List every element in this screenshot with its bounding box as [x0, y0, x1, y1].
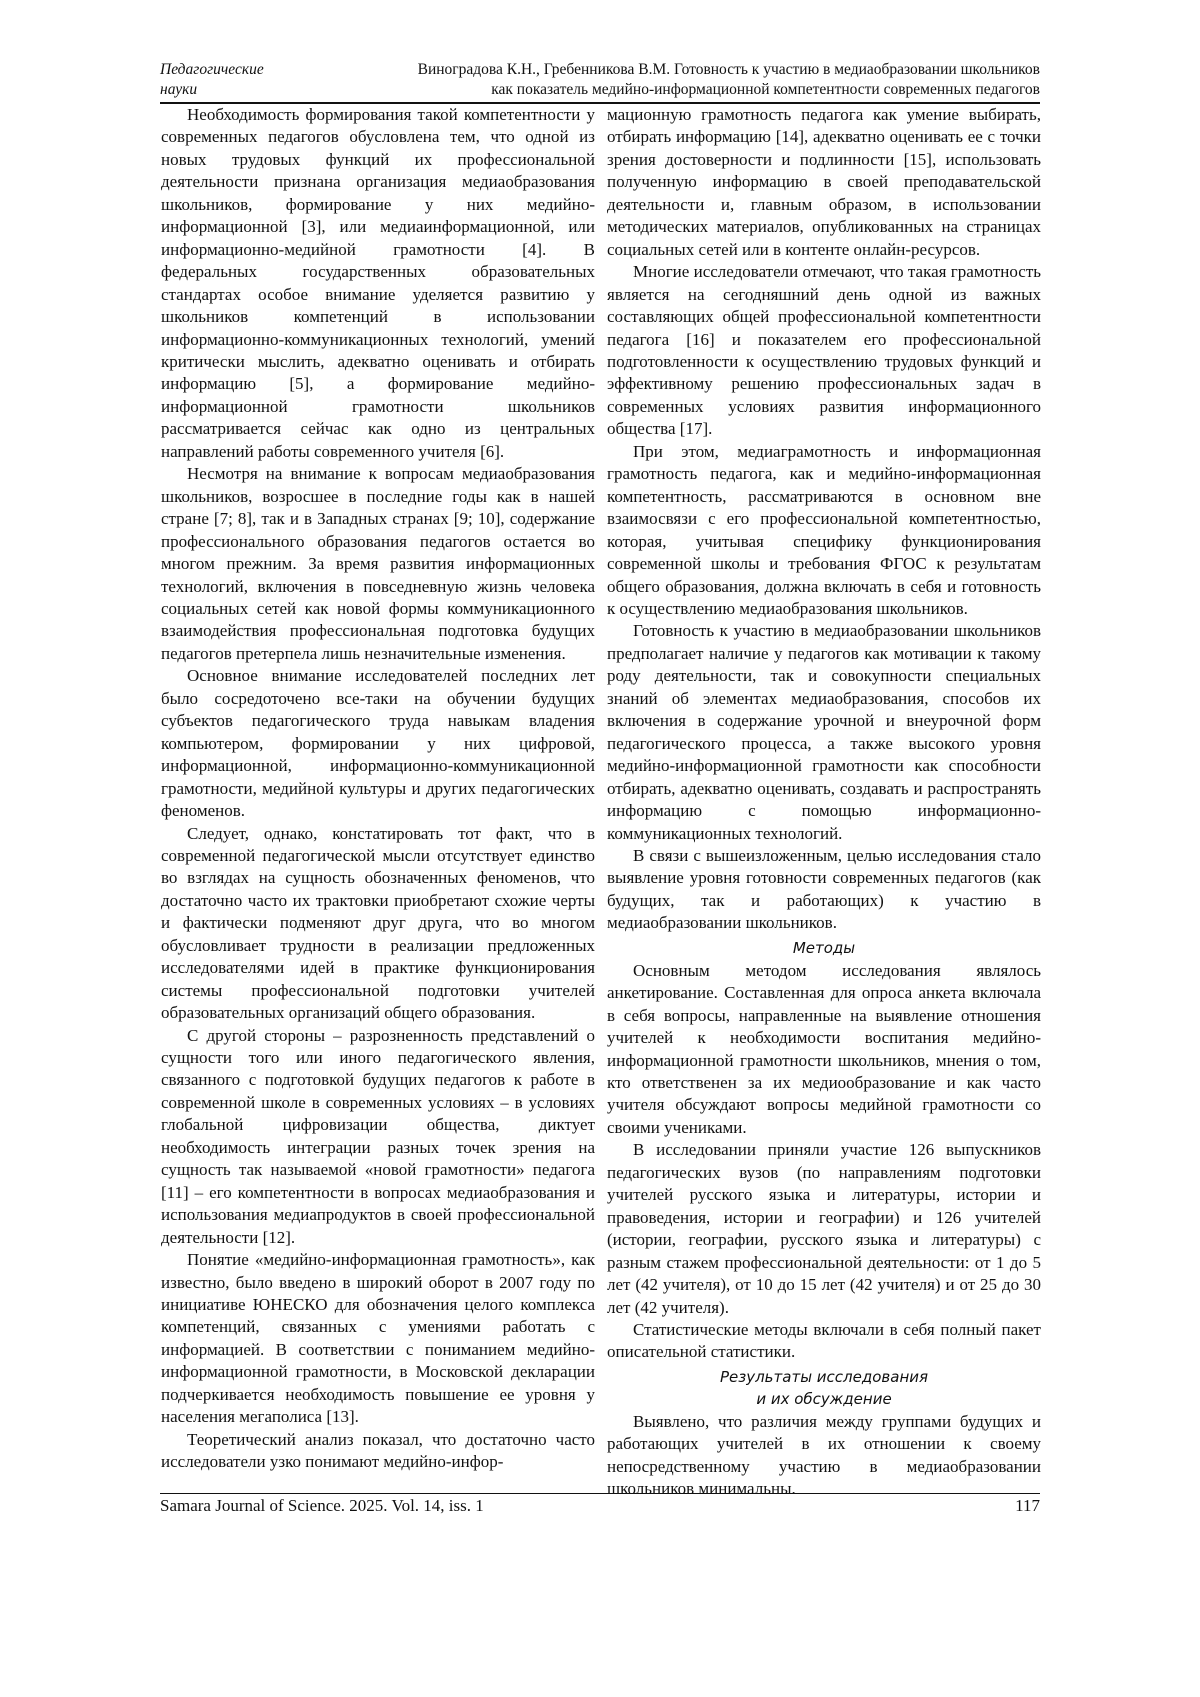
title-line: как показатель медийно-информационной компетентности современных педагогов: [491, 81, 1040, 98]
paragraph: При этом, медиаграмотность и информационная грамотность педагога, как и медийно-информационная компетентность, рассматриваются в основном вне взаимосвязи с его профессиональной компетентностью, которая, учитывая специфику функционирования современной школы и требования ФГОС к результатам общего образования, должна включать в себя и готовность к осуществлению медиаобразования школьников.: [607, 441, 1041, 618]
paragraph: С другой стороны – разрозненность представлений о сущности того или иного педагогического явления, связанного с подготовкой будущих педагогов к работе в современной школе в современных условиях – в условиях глобальной цифровизации общества, диктует необходимость интеграции разных точек зрения на сущность так называемой «новой грамотности» педагога [11] – его компетентности в вопросах медиаобразования и использования медиапродуктов в своей профессиональной деятельности [12].: [161, 1025, 595, 1247]
paragraph: Выявлено, что различия между группами будущих и работающих учителей в их отношении к своему непосредственному участию в медиаобразовании школьников минимальны.: [607, 1411, 1041, 1499]
journal-citation: Samara Journal of Science. 2025. Vol. 14, iss. 1: [160, 1496, 484, 1515]
paragraph: Следует, однако, констатировать тот факт, что в современной педагогической мысли отсутствует единство во взглядах на сущность обозначенных феноменов, что достаточно часто их трактовки приобретают схожие черты и фактически подменяют друг друга, что во многом обусловливает трудности в реализации предложенных исследователями идей в практике функционирования системы профессиональной подготовки учителей образовательных организаций общего образования.: [161, 823, 595, 1023]
paragraph: Понятие «медийно-информационная грамотность», как известно, было введено в широкий оборот в 2007 году по инициативе ЮНЕСКО для обозначения целого комплекса компетенций, связанных с умениями работать с информацией. В соответствии с пониманием медийно-информационной грамотности, в Московской декларации подчеркивается необходимость повышение ее уровня у населения мегаполиса [13].: [161, 1250, 595, 1427]
paragraph: Основное внимание исследователей последних лет было сосредоточено все-таки на обучении будущих субъектов педагогического труда навыкам владения компьютером, формировании у них цифровой, информационной, информационно-коммуникационной грамотности, медийной культуры и других педагогических феноменов.: [161, 666, 595, 821]
paragraph: В исследовании приняли участие 126 выпускников педагогических вузов (по направлениям подготовки учителей русского языка и литературы, истории и правоведения, истории и географии) и 126 учителей (истории, географии, русского языка и литературы) с разным стажем профессиональной деятельности: от 1 до 5 лет (42 учителя), от 10 до 15 лет (42 учителя) и от 25 до 30 лет (42 учителя).: [607, 1140, 1041, 1317]
paragraph: Статистические методы включали в себя полный пакет описательной статистики.: [607, 1320, 1041, 1362]
section-line: науки: [160, 81, 198, 98]
heading-line: и их обсуждение: [756, 1389, 892, 1408]
paragraph: Готовность к участию в медиаобразовании школьников предполагает наличие у педагогов как мотивации к такому роду деятельности, так и совокупности специальных знаний об элементах медиаобразования, способов их включения в содержание урочной и внеурочной форм педагогического процесса, а также высокого уровня медийно-информационной грамотности как способности отбирать, адекватно оценивать, создавать и распространять информацию с помощью информационно-коммуникационных технологий.: [607, 621, 1041, 843]
methods-heading: Методы: [792, 938, 856, 957]
running-header: [160, 60, 1040, 104]
title-line: Виноградова К.Н., Гребенникова В.М. Готовность к участию в медиаобразовании школьников: [417, 61, 1040, 78]
page-footer: [160, 1493, 1040, 1517]
paragraph: Основным методом исследования являлось анкетирование. Составленная для опроса анкета включала в себя вопросы, направленные на выявление отношения учителей к необходимости воспитания медийно-информационной грамотности школьников, мнения о том, кто ответственен за их медиообразование и как часто учителя обсуждают вопросы медийной грамотности со своими учениками.: [607, 960, 1041, 1137]
paragraph: Теоретический анализ показал, что достаточно часто исследователи узко понимают медийно-инфор-: [161, 1429, 595, 1472]
paragraph: В связи с вышеизложенным, целью исследования стало выявление уровня готовности современных педагогов (как будущих, так и работающих) к участию в медиаобразовании школьников.: [607, 845, 1041, 933]
right-column: [607, 104, 1041, 1501]
section-label: [160, 60, 264, 100]
section-line: Педагогические: [160, 61, 264, 78]
heading-line: Результаты исследования: [719, 1367, 929, 1386]
paragraph: Необходимость формирования такой компетентности у современных педагогов обусловлена тем, что одной из новых трудовых функций их профессиональной деятельности признана организация медиаобразования школьников, формирование у них медийно-информационной [3], или медиаинформационной, или информационно-медийной грамотности [4]. В федеральных государственных образовательных стандартах особое внимание уделяется развитию у школьников компетенций в использовании информационно-коммуникационных технологий, умений критически мыслить, адекватно оценивать и отбирать информацию [5], а формирование медийно-информационной грамотности школьников рассматривается сейчас как одно из центральных направлений работы современного учителя [6].: [161, 105, 595, 461]
left-column: [161, 104, 595, 1474]
results-heading: [607, 1366, 1041, 1410]
paragraph: Несмотря на внимание к вопросам медиаобразования школьников, возросшее в последние годы как в нашей стране [7; 8], так и в Западных странах [9; 10], содержание профессионального образования педагогов остается во многом прежним. За время развития информационных технологий, включения в повседневную жизнь человека социальных сетей как новой формы коммуникационного взаимодействия профессиональная подготовка будущих педагогов претерпела лишь незначительные изменения.: [161, 464, 595, 663]
paragraph-continuation: мационную грамотность педагога как умение выбирать, отбирать информацию [14], адекватно оценивать ее с точки зрения достоверности и подлинности [15], использовать полученную информацию в своей преподавательской деятельности и, главным образом, в использовании методических материалов, опубликованных на страницах социальных сетей или в контенте онлайн-ресурсов.: [607, 105, 1041, 259]
paragraph: Многие исследователи отмечают, что такая грамотность является на сегодняшний день одной из важных составляющих общей профессиональной компетентности педагога [16] и показателем его профессиональной подготовленности к осуществлению трудовых функций и эффективному решению профессиональных задач в современных условиях развития информационного общества [17].: [607, 262, 1041, 439]
page-number: 117: [1015, 1496, 1040, 1515]
article-running-title: [418, 60, 1040, 100]
